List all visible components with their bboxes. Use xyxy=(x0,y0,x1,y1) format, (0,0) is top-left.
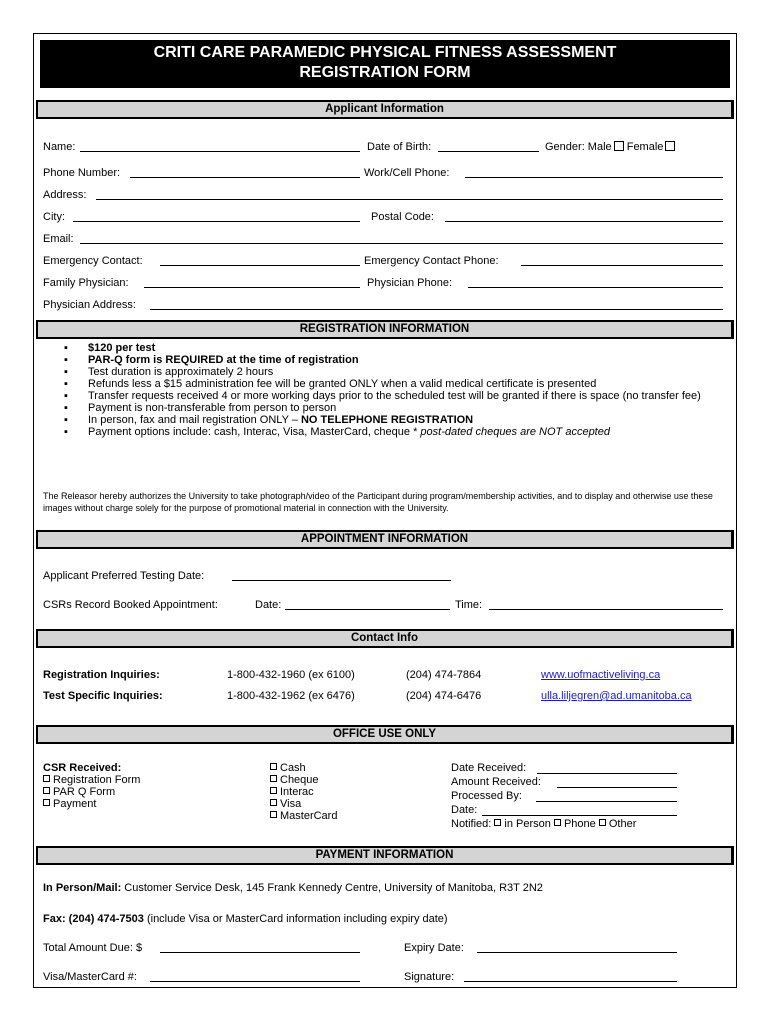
physician-address-field[interactable] xyxy=(150,309,723,310)
office-section-header: OFFICE USE ONLY xyxy=(36,725,734,744)
title-line-2: REGISTRATION FORM xyxy=(299,64,471,81)
female-checkbox[interactable] xyxy=(665,141,675,151)
phone-label: Phone xyxy=(563,818,596,830)
contact-row-phone1: 1-800-432-1962 (ex 6476) xyxy=(227,690,355,702)
city-field[interactable] xyxy=(73,221,360,222)
email-field[interactable] xyxy=(80,243,723,244)
checklist-item[interactable]: Cheque xyxy=(270,774,337,786)
postal-field[interactable] xyxy=(445,221,723,222)
fax-text: (include Visa or MasterCard information including expiry date) xyxy=(143,913,448,925)
fax-label: Fax: (204) 474-7503 xyxy=(43,913,144,925)
checkbox-icon[interactable] xyxy=(270,811,277,818)
contact-row-label: Registration Inquiries: xyxy=(43,669,160,681)
registration-section-header: REGISTRATION INFORMATION xyxy=(36,320,734,339)
list-item: ▪ $120 per test xyxy=(64,342,734,354)
bullet-emphasis: post-dated cheques are NOT accepted xyxy=(420,426,610,438)
expiry-field[interactable] xyxy=(477,952,677,953)
processed-by-field[interactable] xyxy=(536,801,677,802)
other-label: Other xyxy=(608,818,637,830)
checklist-item[interactable]: MasterCard xyxy=(270,810,337,822)
physician-label: Family Physician: xyxy=(43,277,129,289)
total-due-field[interactable] xyxy=(160,952,360,953)
checkbox-icon[interactable] xyxy=(270,799,277,806)
preferred-date-label: Applicant Preferred Testing Date: xyxy=(43,570,205,582)
physician-address-label: Physician Address: xyxy=(43,299,136,311)
appointment-date-field[interactable] xyxy=(285,609,450,610)
fax-line xyxy=(43,912,448,926)
address-label: Address: xyxy=(43,189,87,201)
dob-field[interactable] xyxy=(438,151,539,152)
office-date-label: Date: xyxy=(451,804,478,816)
appointment-time-label: Time: xyxy=(455,599,483,611)
office-date-field[interactable] xyxy=(482,815,677,816)
applicant-section-header: Applicant Information xyxy=(36,100,734,119)
list-item xyxy=(64,414,734,426)
checklist-item[interactable]: Registration Form xyxy=(43,774,140,786)
checkbox-icon[interactable] xyxy=(43,799,50,806)
contact-section-header: Contact Info xyxy=(36,629,734,648)
checklist-item[interactable]: PAR Q Form xyxy=(43,786,140,798)
contact-row-label: Test Specific Inquiries: xyxy=(43,690,163,702)
checkbox-icon[interactable] xyxy=(43,787,50,794)
list-item: ▪ PAR-Q form is REQUIRED at the time of registration xyxy=(64,354,734,366)
signature-field[interactable] xyxy=(464,981,677,982)
list-item xyxy=(64,426,734,438)
checkbox-icon[interactable] xyxy=(43,775,50,782)
city-label: City: xyxy=(43,211,65,223)
title-line-1: CRITI CARE PARAMEDIC PHYSICAL FITNESS ASSESSMENT xyxy=(153,44,617,61)
emergency-label: Emergency Contact: xyxy=(43,255,143,267)
in-person-label: in Person xyxy=(504,818,551,830)
card-number-field[interactable] xyxy=(150,981,360,982)
dob-label: Date of Birth: xyxy=(367,141,432,153)
contact-row-phone2: (204) 474-6476 xyxy=(406,690,482,702)
bullet-emphasis: NO TELEPHONE REGISTRATION xyxy=(300,414,474,426)
checkbox-icon[interactable] xyxy=(270,775,277,782)
checklist-item[interactable]: Payment xyxy=(43,798,140,810)
website-link[interactable]: www.uofmactiveliving.ca xyxy=(541,669,661,681)
email-label: Email: xyxy=(43,233,74,245)
contact-row-phone1: 1-800-432-1960 (ex 6100) xyxy=(227,669,355,681)
name-field[interactable] xyxy=(80,151,360,152)
in-person-checkbox[interactable] xyxy=(494,819,501,826)
registration-bullets xyxy=(64,342,734,438)
signature-label: Signature: xyxy=(404,971,455,983)
releasor-text: The Releasor hereby authorizes the University to take photograph/video of the Participant during program/membership activities, and to display and otherwise use these images without charge solely for the purpose of promotional material in connection with the University. xyxy=(43,491,713,513)
appointment-date-label: Date: xyxy=(255,599,282,611)
date-received-label: Date Received: xyxy=(451,762,527,774)
phone-field[interactable] xyxy=(130,177,360,178)
checklist-item[interactable]: Visa xyxy=(270,798,337,810)
total-due-label: Total Amount Due: $ xyxy=(43,942,143,954)
list-item: ▪ Payment is non-transferable from person to person xyxy=(64,402,734,414)
contact-row-phone2: (204) 474-7864 xyxy=(406,669,482,681)
expiry-label: Expiry Date: xyxy=(404,942,464,954)
name-label: Name: xyxy=(43,141,76,153)
physician-phone-field[interactable] xyxy=(468,287,723,288)
email-link[interactable]: ulla.liljegren@ad.umanitoba.ca xyxy=(541,690,692,702)
card-number-label: Visa/MasterCard #: xyxy=(43,971,137,983)
other-checkbox[interactable] xyxy=(599,819,606,826)
appointment-time-field[interactable] xyxy=(489,609,723,610)
list-item: ▪ Test duration is approximately 2 hours xyxy=(64,366,734,378)
emergency-field[interactable] xyxy=(160,265,360,266)
payment-section-header: PAYMENT INFORMATION xyxy=(36,846,734,865)
physician-field[interactable] xyxy=(144,287,360,288)
emergency-phone-field[interactable] xyxy=(521,265,723,266)
phone-label: Phone Number: xyxy=(43,167,121,179)
processed-by-label: Processed By: xyxy=(451,790,522,802)
list-item: ▪ Refunds less a $15 administration fee will be granted ONLY when a valid medical certificate is presented xyxy=(64,378,734,390)
notified-label: Notified: xyxy=(451,818,492,830)
postal-label: Postal Code: xyxy=(371,211,434,223)
physician-phone-label: Physician Phone: xyxy=(367,277,452,289)
list-item: ▪ Transfer requests received 4 or more working days prior to the scheduled test will be granted if there is space (no transfer fee) xyxy=(64,390,734,402)
amount-received-label: Amount Received: xyxy=(451,776,541,788)
amount-received-field[interactable] xyxy=(557,787,677,788)
address-field[interactable] xyxy=(96,199,723,200)
gender-male-label: Gender: Male xyxy=(545,141,612,153)
checklist-item[interactable]: Interac xyxy=(270,786,337,798)
male-checkbox[interactable] xyxy=(614,141,624,151)
gender-group xyxy=(545,140,675,154)
csr-booked-label: CSRs Record Booked Appointment: xyxy=(43,599,218,611)
work-phone-label: Work/Cell Phone: xyxy=(364,167,450,179)
emergency-phone-label: Emergency Contact Phone: xyxy=(364,255,499,267)
checklist-item[interactable]: Cash xyxy=(270,762,337,774)
checkbox-icon[interactable] xyxy=(270,787,277,794)
date-received-field[interactable] xyxy=(537,773,677,774)
phone-checkbox[interactable] xyxy=(554,819,561,826)
appointment-section-header: APPOINTMENT INFORMATION xyxy=(36,530,734,549)
csr-received-column xyxy=(43,762,140,810)
payment-method-column xyxy=(270,762,337,822)
checkbox-icon[interactable] xyxy=(270,763,277,770)
notified-group xyxy=(451,818,636,830)
bullet-text: Payment options include: cash, Interac, Visa, MasterCard, cheque * xyxy=(88,426,421,438)
csr-received-label: CSR Received: xyxy=(43,762,122,774)
preferred-date-field[interactable] xyxy=(232,580,451,581)
form-title xyxy=(40,40,730,88)
work-phone-field[interactable] xyxy=(465,177,723,178)
in-person-mail-text: Customer Service Desk, 145 Frank Kennedy Centre, University of Manitoba, R3T 2N2 xyxy=(121,882,543,894)
gender-female-label: Female xyxy=(626,141,664,153)
in-person-mail-line xyxy=(43,881,543,895)
bullet-text: In person, fax and mail registration ONLY – xyxy=(88,414,301,426)
in-person-mail-label: In Person/Mail: xyxy=(43,882,122,894)
